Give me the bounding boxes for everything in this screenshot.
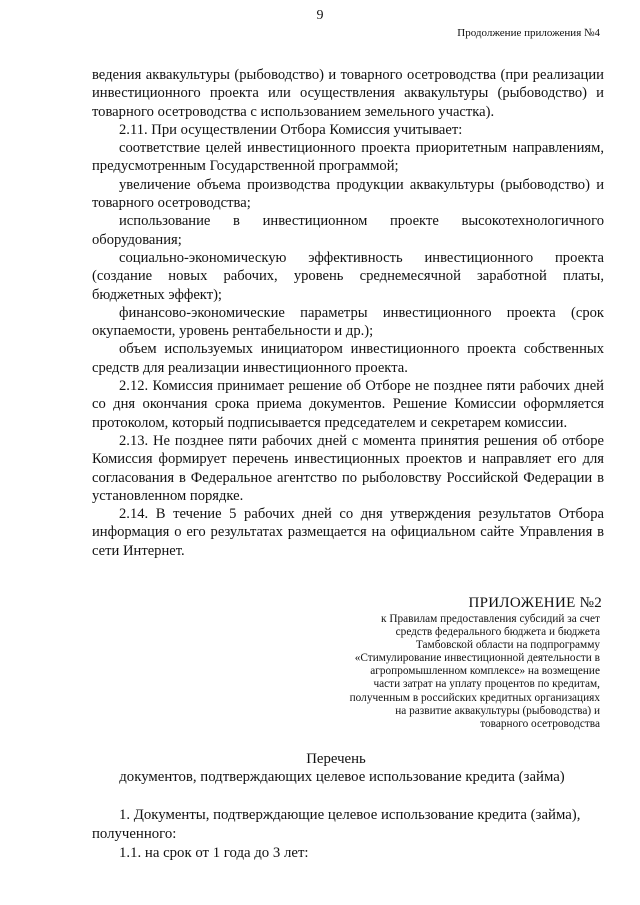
appendix-line: товарного осетроводства [480, 717, 600, 730]
appendix-line: к Правилам предоставления субсидий за счет [381, 613, 600, 625]
paragraph: ведения аквакультуры (рыбоводство) и товарного осетроводства (при реализации инвестиционного проекта или осуществления аквакультуры (рыбоводство) и товарного осетроводства с использованием земельного участка). [92, 67, 604, 120]
paragraph: 2.13. Не позднее пяти рабочих дней с момента принятия решения об отборе Комиссия формирует перечень инвестиционных проектов и направляет его для согласования в Федеральное агентство по рыболовству Российской Федерации в установленном порядке. [92, 432, 604, 504]
paragraph: 2.12. Комиссия принимает решение об Отборе не позднее пяти рабочих дней со дня окончания срока приема документов. Решение Комиссии оформляется протоколом, который подписывается председателем и секретарем комиссии. [92, 378, 604, 431]
paragraph: использование в инвестиционном проекте высокотехнологичного оборудования; [92, 213, 604, 248]
list-item: 1. Документы, подтверждающие целевое использование кредита (займа), полученного: [92, 807, 581, 842]
list-body [92, 806, 604, 863]
body-text [92, 66, 604, 560]
appendix-line: полученным в российских кредитных организациях [349, 691, 600, 704]
appendix-line: части затрат на уплату процентов по кредитам, [373, 678, 600, 691]
paragraph: финансово-экономические параметры инвестиционного проекта (срок окупаемости, уровень рентабельности и др.); [92, 304, 604, 340]
paragraph: соответствие целей инвестиционного проекта приоритетным направлениям, предусмотренным Государственной программой; [92, 140, 604, 175]
appendix-line: на развитие аквакультуры (рыбоводства) и [395, 704, 600, 717]
list-item: 1.1. на срок от 1 года до 3 лет: [119, 845, 309, 861]
paragraph: 2.11. При осуществлении Отбора Комиссия учитывает: [119, 121, 463, 138]
appendix-title: ПРИЛОЖЕНИЕ №2 [468, 595, 602, 611]
appendix-line: агропромышленном комплексе» на возмещение [370, 665, 600, 678]
paragraph: объем используемых инициатором инвестиционного проекта собственных средств для реализации инвестиционного проекта. [92, 341, 604, 376]
paragraph: 2.14. В течение 5 рабочих дней со дня утверждения результатов Отбора информация о его результатах размещается на официальном сайте Управления в сети Интернет. [92, 506, 604, 559]
appendix-line: «Стимулирование инвестиционной деятельности в [354, 652, 600, 665]
appendix-subtitle [310, 613, 600, 731]
appendix-line: Тамбовской области на подпрограмму [415, 639, 600, 652]
paragraph: социально-экономическую эффективность инвестиционного проекта (создание новых рабочих, уровень среднемесячной заработной платы, бюджетных эффект); [92, 249, 604, 303]
page-number: 9 [316, 8, 324, 23]
paragraph: увеличение объема производства продукции аквакультуры (рыбоводство) и товарного осетроводства; [92, 176, 604, 212]
list-subheading: документов, подтверждающих целевое использование кредита (займа) [119, 769, 565, 785]
continuation-label: Продолжение приложения №4 [457, 27, 600, 39]
list-heading: Перечень [306, 751, 366, 767]
appendix-line: средств федерального бюджета и бюджета [395, 626, 600, 639]
